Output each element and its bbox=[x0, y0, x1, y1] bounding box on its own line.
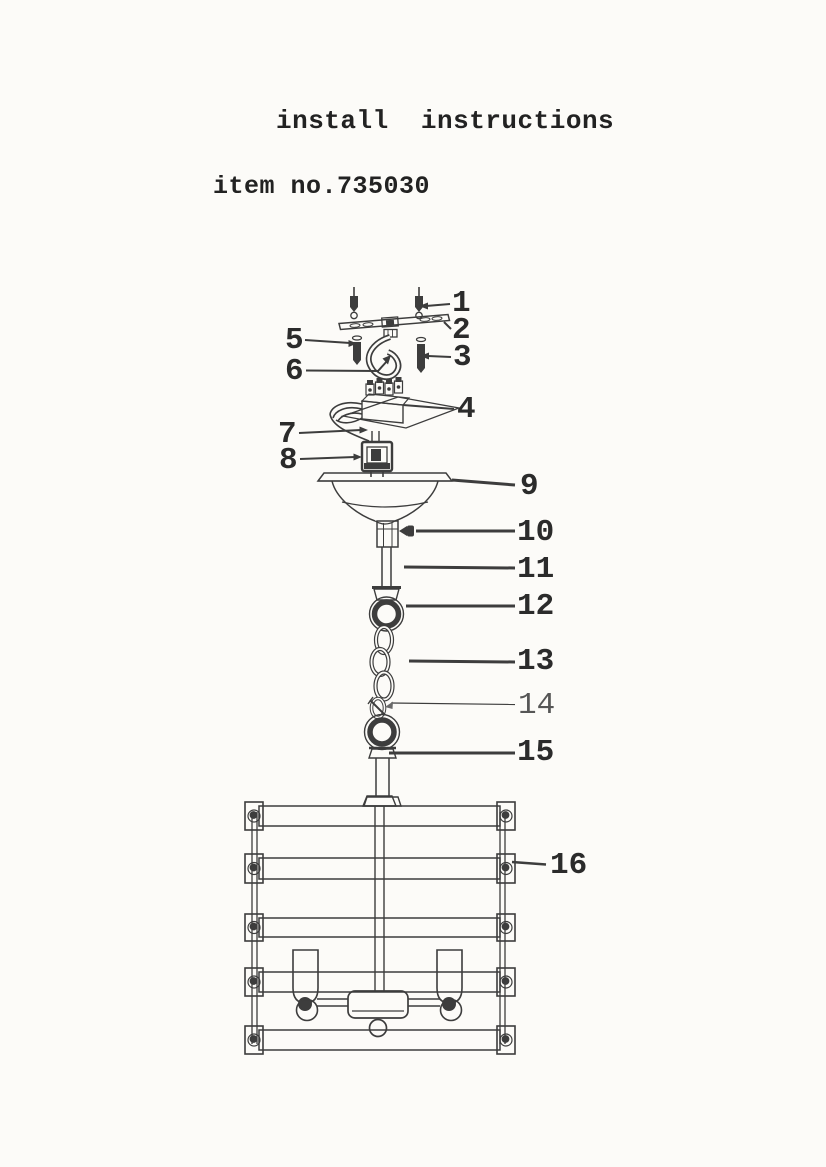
upper-loop-ring-icon bbox=[370, 588, 404, 632]
leader-line-1 bbox=[426, 304, 450, 306]
corner-brackets-left-icon bbox=[245, 802, 263, 1054]
part-label-1: 1 bbox=[452, 286, 471, 321]
part-label-2: 2 bbox=[452, 313, 471, 348]
leader-line-13 bbox=[409, 661, 515, 662]
part-label-8: 8 bbox=[279, 443, 298, 478]
lamp-cage-icon bbox=[245, 796, 515, 1054]
part-label-5: 5 bbox=[285, 323, 304, 358]
page-title: install instructions bbox=[276, 106, 615, 136]
candle-sleeve-left-icon bbox=[293, 950, 318, 1003]
leader-line-7 bbox=[299, 430, 361, 433]
part-label-14: 14 bbox=[518, 688, 556, 723]
leader-lines bbox=[299, 303, 546, 865]
terminal-block-icon bbox=[343, 377, 459, 428]
screw-left-icon bbox=[353, 336, 362, 365]
part-label-15: 15 bbox=[517, 735, 555, 770]
leader-line-11 bbox=[404, 567, 515, 568]
part-label-7: 7 bbox=[278, 417, 297, 452]
part-label-10: 10 bbox=[517, 515, 555, 550]
leader-line-8 bbox=[300, 457, 355, 459]
leader-line-9 bbox=[452, 480, 515, 485]
chain-icon bbox=[372, 627, 393, 700]
leader-line-14 bbox=[391, 703, 515, 705]
part-label-4: 4 bbox=[457, 392, 476, 427]
leader-line-5 bbox=[305, 340, 350, 343]
leader-line-3 bbox=[428, 356, 451, 357]
item-number: item no.735030 bbox=[213, 172, 431, 201]
leader-line-16 bbox=[512, 862, 546, 865]
ceiling-hook-icon bbox=[369, 330, 399, 378]
part-label-12: 12 bbox=[517, 589, 555, 624]
part-label-11: 11 bbox=[517, 552, 555, 587]
finial-ball-icon bbox=[370, 1020, 387, 1037]
candle-sleeve-right-icon bbox=[437, 950, 462, 1003]
mounting-bracket-icon bbox=[339, 315, 450, 330]
part-label-13: 13 bbox=[517, 644, 555, 679]
center-body-icon bbox=[348, 991, 408, 1018]
leader-line-2 bbox=[444, 322, 451, 329]
canopy-icon bbox=[318, 473, 452, 547]
cord-connector-icon bbox=[362, 431, 392, 477]
mounting-screws-icon bbox=[350, 287, 423, 319]
lower-loop-rod-icon bbox=[364, 715, 401, 807]
part-label-3: 3 bbox=[453, 340, 472, 375]
part-label-6: 6 bbox=[285, 354, 304, 389]
part-label-9: 9 bbox=[520, 469, 539, 504]
part-label-16: 16 bbox=[550, 848, 588, 883]
set-screw-icon bbox=[399, 526, 414, 537]
stem-rod-icon bbox=[382, 547, 391, 588]
